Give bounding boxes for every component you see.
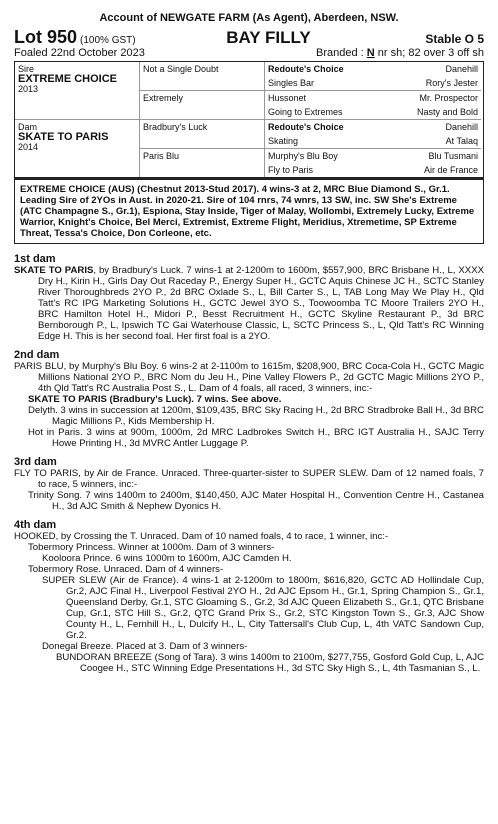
progeny-line: Donegal Breeze. Placed at 3. Dam of 3 winners- xyxy=(42,641,248,652)
pedigree-g3-row xyxy=(265,62,481,76)
sire-name: EXTREME CHOICE xyxy=(18,73,118,85)
dam-dam: Paris Blu xyxy=(143,151,180,161)
first-dam-heading: 1st dam xyxy=(14,253,56,265)
dam-year: 2014 xyxy=(18,142,39,152)
sire-label: Sire xyxy=(18,64,35,74)
progeny-line: Tobermory Princess. Winner at 1000m. Dam of 3 winners- xyxy=(28,542,275,553)
stable-location: Stable O 5 xyxy=(425,32,484,46)
progeny-line: Delyth. 3 wins in succession at 1200m, $109,435, BRC Sky Racing H., 2d BRC Stradbroke Ball H., 3d BRC Magic Millions P., Kids Membership H. xyxy=(28,405,484,427)
dam-dam-cell xyxy=(140,148,265,177)
second-dam-heading: 2nd dam xyxy=(14,349,60,361)
second-dam-text: PARIS BLU, by Murphy's Blu Boy. 6 wins-2 at 2-1100m to 1615m, $208,900, BRC Coca-Cola H., GCTC Magic Millions National 2YO P., BRC Nom du Jeu H., Pine Valley Flowers P., 2d GCTC Magic Millions 2YO P., 4th Qld Tatt's RC Australia Post S., L. Dam of 4 foals, all raced, 3 winners, inc:- xyxy=(14,361,484,394)
pedigree-g3-row xyxy=(265,134,481,148)
gst-note: (100% GST) xyxy=(80,35,136,46)
third-dam-text: FLY TO PARIS, by Air de France. Unraced. Three-quarter-sister to SUPER SLEW. Dam of 12 named foals, 7 to race, 5 winners, inc:- xyxy=(14,468,484,490)
dam-sire: Bradbury's Luck xyxy=(143,122,208,132)
first-dam-section xyxy=(14,254,484,342)
pedigree-g3-row xyxy=(265,148,481,163)
pedigree-g3-right: Blu Tusmani xyxy=(428,151,478,161)
fourth-dam-section xyxy=(14,520,484,674)
dam-name: SKATE TO PARIS xyxy=(18,131,109,143)
pedigree-table xyxy=(14,61,484,178)
pedigree-g3-right: Danehill xyxy=(445,122,478,132)
dam-sire-cell xyxy=(140,119,265,148)
progeny-line: Hot in Paris. 3 wins at 900m, 1000m, 2d MRC Ladbrokes Switch H., BRC IGT Australia H., SAJC Terry Howe Printing H., 3d MVRC Antler Luggage P. xyxy=(28,427,484,449)
pedigree-g3-left: Going to Extremes xyxy=(268,107,343,117)
pedigree-g3-row xyxy=(265,119,481,134)
progeny-line: Trinity Song. 7 wins 1400m to 2400m, $140,450, AJC Mater Hospital H., Convention Centre H., Castanea H., 3d AJC Smith & Nephew Dyonics H. xyxy=(28,490,484,512)
branded-label: Branded : xyxy=(316,47,364,59)
pedigree-g3-right: Mr. Prospector xyxy=(419,93,478,103)
vendor-account: Account of NEWGATE FARM (As Agent), Aberdeen, NSW. xyxy=(99,12,399,24)
sire-dam-cell xyxy=(140,90,265,119)
pedigree-g3-right: Air de France xyxy=(423,165,478,175)
pedigree-g3-right: At Talaq xyxy=(445,136,478,146)
pedigree-g3-left: Redoute's Choice xyxy=(268,64,344,74)
branded-info xyxy=(316,47,484,59)
pedigree-g3-row xyxy=(265,90,481,105)
pedigree-g3-right: Nasty and Bold xyxy=(416,107,478,117)
sire-cell xyxy=(15,62,140,119)
catalogue-page xyxy=(14,0,484,674)
progeny-line: Tobermory Rose. Unraced. Dam of 4 winners- xyxy=(28,564,224,575)
progeny-line: SUPER SLEW (Air de France). 4 wins-1 at 2-1200m to 1800m, $616,820, GCTC AD Hollindale Cup, Gr.2, AJC Final H., Liverpool Festival 2YO H., 2d AJC Epsom H., Gr.1, Spring Champion S., Gr.1, Queensland Derby, Gr.1, STC Gloaming S., Gr.2, 3d AJC Queen Elizabeth S., Gr.1, QTC Brisbane Cup, Gr.1, STC Hill S., Gr.2, QTC Grand Prix S., Gr.2, STC Kingston Town S., Gr.3, AJC Show County H., L, Fernhill H., L, Dulcify H., L, City Tattersall's Club Cup, L, 4th VATC Sandown Cup, Gr.2. xyxy=(42,575,484,641)
pedigree-g3-left: Redoute's Choice xyxy=(268,122,344,132)
first-dam-name: SKATE TO PARIS xyxy=(14,265,94,276)
pedigree-g3-left: Fly to Paris xyxy=(268,165,314,175)
foaled-date: Foaled 22nd October 2023 xyxy=(14,47,145,59)
brand-mark: N xyxy=(366,47,375,59)
pedigree-g3-row xyxy=(265,163,481,177)
pedigree-g3-row xyxy=(265,76,481,90)
pedigree-g3-row xyxy=(265,105,481,119)
sire-summary: EXTREME CHOICE (AUS) (Chestnut 2013-Stud 2017). 4 wins-3 at 2, MRC Blue Diamond S., Gr.1. Leading Sire of 2YOs in Aust. in 2020-21. Sire of 104 rnrs, 74 wnrs, 13 SW, inc. SW She's Extreme (ATC Champagne S., Gr.1), Espiona, Stay Inside, Tiger of Malay, Wollombi, Extremely Lucky, Extreme Warrior, Knight's Choice, Bel Merci, Extremist, Extreme Flight, Meridius, Xtremetime, SP Extreme Threat, Tessa's Choice, Don Corleone, etc. xyxy=(14,178,484,244)
second-dam-section xyxy=(14,350,484,449)
first-dam-text xyxy=(14,265,484,342)
pedigree-g3-left: Hussonet xyxy=(268,93,307,103)
third-dam-section xyxy=(14,457,484,512)
branded-detail: nr sh; 82 over 3 off sh xyxy=(377,47,484,59)
sire-sire-cell xyxy=(140,62,265,90)
progeny-line: SKATE TO PARIS (Bradbury's Luck). 7 wins. See above. xyxy=(28,394,282,405)
progeny-line: BUNDORAN BREEZE (Song of Tara). 3 wins 1400m to 2100m, $277,755, Gosford Gold Cup, L, AJC Coogee H., STC Winning Edge Presentations H., 3d STC Sky High S., L, 4th Tasmanian S., L. xyxy=(56,652,485,674)
sire-sire: Not a Single Doubt xyxy=(143,64,219,74)
dam-label: Dam xyxy=(18,122,38,132)
third-dam-heading: 3rd dam xyxy=(14,456,57,468)
pedigree-g3-right: Danehill xyxy=(445,64,478,74)
sire-year: 2013 xyxy=(18,84,39,94)
lot-number: Lot 950 xyxy=(14,27,78,47)
sire-dam: Extremely xyxy=(143,93,184,103)
progeny-line: Kooloora Prince. 6 wins 1000m to 1600m, AJC Camden H. xyxy=(42,553,292,564)
fourth-dam-heading: 4th dam xyxy=(14,519,57,531)
first-dam-details: , by Bradbury's Luck. 7 wins-1 at 2-1200m to 1600m, $557,900, BRC Brisbane H., L, XXXX Dry H., Kirin H., Girls Day Out Raceday P., Energy Super H., GCTC Aquis Chinese JC H., SCTC Stanley River Thoroughbreds 2YO P., 2d BRC Oxlade S., L, Bill Carter S., L, TAB Long May We Play H., Qld Tatt's RC IPG Marketing Solutions H., GCTC Jewel 3YO S., Toowoomba TC Moore Trailers 2YO H., BRC Hamilton Hotel H., Midori P., Besst Recruitment H., GCTC Skyline Restaurant P., 3d BRC Bernborough P., L, Ipswich TC Gai Waterhouse Classic, L, SCTC Princess S., L, Qld Tatt's RC Winning Edge H. This is her second foal. Her first foal is a 2YO. xyxy=(38,265,484,342)
lot-header xyxy=(14,27,484,47)
horse-title: BAY FILLY xyxy=(226,28,311,47)
pedigree-g3-left: Skating xyxy=(268,136,299,146)
pedigree-g3-right: Rory's Jester xyxy=(425,78,478,88)
pedigree-g3-left: Murphy's Blu Boy xyxy=(268,151,338,161)
pedigree-g3-left: Singles Bar xyxy=(268,78,315,88)
fourth-dam-text: HOOKED, by Crossing the T. Unraced. Dam of 10 named foals, 4 to race, 1 winner, inc:- xyxy=(14,531,389,542)
dam-cell xyxy=(15,119,140,177)
foaled-branded-line xyxy=(14,47,484,59)
